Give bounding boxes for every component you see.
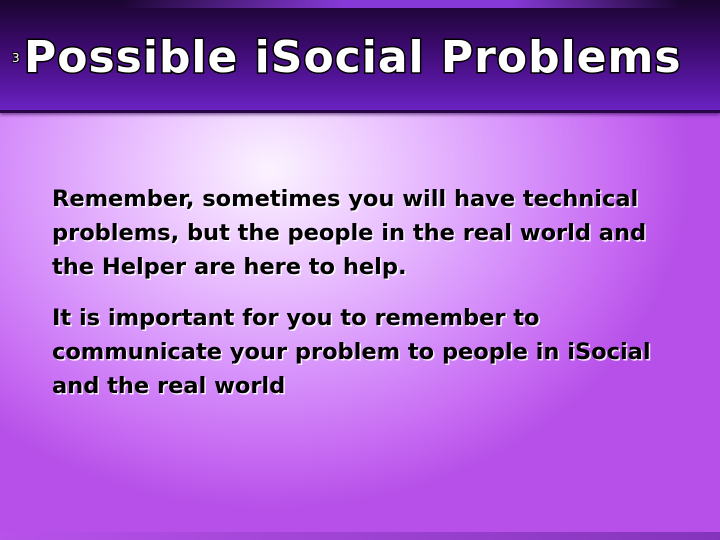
paragraph-2: It is important for you to remember to communicate your problem to people in iSocial and the real world (52, 305, 651, 399)
slide-body (52, 182, 652, 420)
bottom-divider (0, 532, 720, 540)
slide-number: 3 (12, 51, 20, 65)
paragraph-1: Remember, sometimes you will have technical problems, but the people in the real world and the Helper are here to help. (52, 186, 647, 280)
slide-title: Possible iSocial Problems (24, 32, 682, 83)
title-bar (0, 0, 720, 113)
